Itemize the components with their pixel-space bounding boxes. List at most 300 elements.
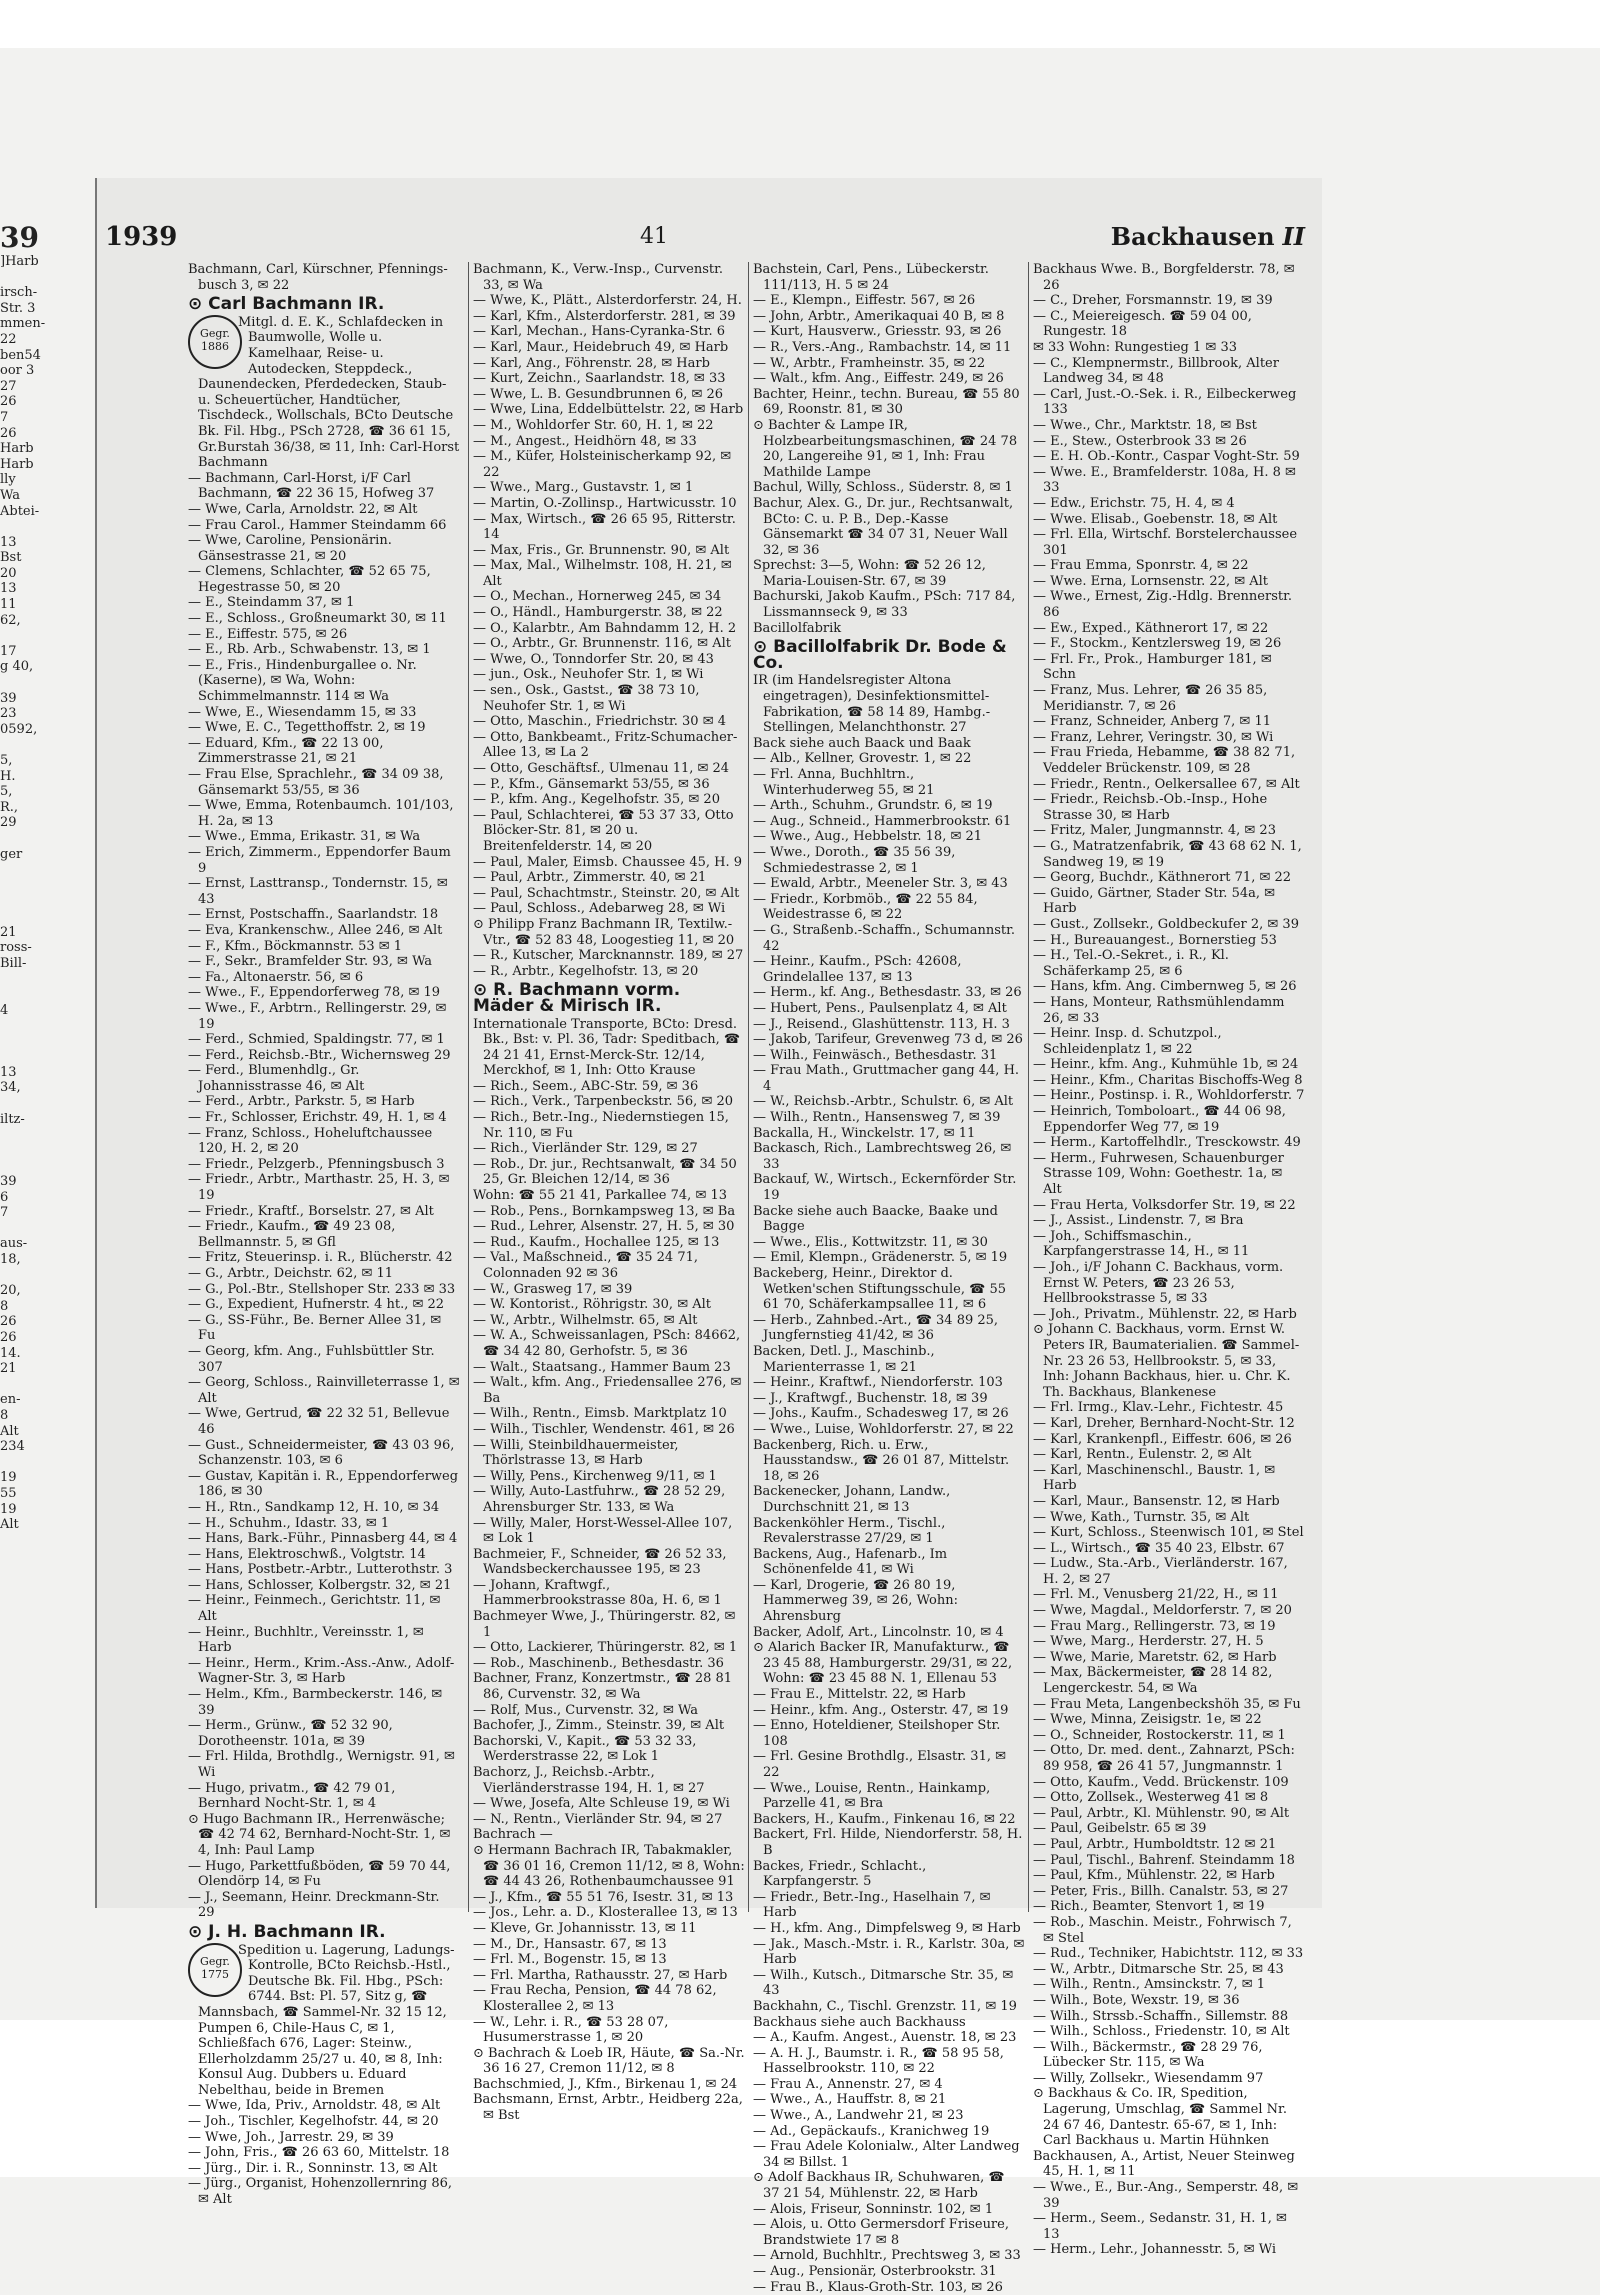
directory-entry: — H., kfm. Ang., Dimpfelsweg 9, ✉ Harb bbox=[753, 1920, 1021, 1936]
directory-entry: — Heinr., Kfm., Charitas Bischoffs-Weg 8 bbox=[1033, 1072, 1303, 1088]
directory-entry: — Rich., Verk., Tarpenbeckstr. 56, ✉ 20 bbox=[473, 1094, 734, 1110]
directory-entry: — Frau Recha, Pension, ☎ 44 78 62, Klosterallee 2, ✉ 13 bbox=[473, 1983, 717, 2014]
previous-page-fragment: 17 bbox=[0, 643, 17, 659]
directory-entry: — Karl, Maur., Bansenstr. 12, ✉ Harb bbox=[1033, 1493, 1280, 1509]
directory-entry: — Heinr., kfm. Ang., Osterstr. 47, ✉ 19 bbox=[753, 1702, 1009, 1718]
previous-page-fragment: Wa bbox=[0, 487, 20, 503]
previous-page-fragment: oor 3 bbox=[0, 363, 35, 379]
previous-page-fragment: 26 bbox=[0, 394, 17, 410]
directory-entry: — W., Reichsb.-Arbtr., Schulstr. 6, ✉ Alt bbox=[753, 1094, 1014, 1110]
directory-entry: — Frau B., Klaus-Groth-Str. 103, ✉ 26 bbox=[753, 2279, 1003, 2295]
directory-entry: — Wwe, K., Plätt., Alsterdorferstr. 24, H. bbox=[473, 293, 742, 309]
directory-entry: — A. H. J., Baumstr. i. R., ☎ 58 95 58, Hasselbrookstr. 110, ✉ 22 bbox=[753, 2045, 1004, 2077]
directory-entry: — W., Arbtr., Wilhelmstr. 65, ✉ Alt bbox=[473, 1312, 698, 1328]
previous-page-fragment bbox=[0, 675, 62, 691]
directory-entry: — Jos., Lehr. a. D., Klosterallee 13, ✉ 13 bbox=[473, 1905, 738, 1921]
directory-entry: — Heinr., Kaufm., PSch: 42608, Grindelallee 137, ✉ 13 bbox=[753, 954, 962, 985]
previous-page-fragment bbox=[0, 1377, 62, 1393]
directory-entry: — Heinr., kfm. Ang., Kuhmühle 1b, ✉ 24 bbox=[1033, 1057, 1299, 1073]
directory-entry: — Paul, Schachtmstr., Steinstr. 20, ✉ Alt bbox=[473, 885, 740, 901]
directory-entry: Bachmeyer Wwe, J., Thüringerstr. 82, ✉ 1 bbox=[473, 1609, 736, 1640]
previous-page-fragment: ]Harb bbox=[0, 254, 39, 269]
directory-entry: — Joh., Tischler, Kegelhofstr. 44, ✉ 20 bbox=[188, 2114, 439, 2130]
column-4 bbox=[1028, 262, 1305, 2258]
previous-page-fragment bbox=[0, 831, 62, 847]
directory-entry: — Paul, Arbtr., Humboldtstr. 12 ✉ 21 bbox=[1033, 1836, 1277, 1852]
directory-entry: — Otto, Lackierer, Thüringerstr. 82, ✉ 1 bbox=[473, 1640, 738, 1656]
directory-entry: — Johann, Kraftwgf., Hammerbrookstrasse 80a, H. 6, ✉ 1 bbox=[473, 1577, 722, 1609]
directory-entry: Backhahn, C., Tischl. Grenzstr. 11, ✉ 19 bbox=[753, 1998, 1017, 2014]
directory-entry: — Karl, Rentn., Eulenstr. 2, ✉ Alt bbox=[1033, 1447, 1252, 1463]
directory-entry: — O., Kalarbtr., Am Bahndamm 12, H. 2 bbox=[473, 620, 737, 636]
directory-entry: — Wwe., Marg., Gustavstr. 1, ✉ 1 bbox=[473, 480, 694, 496]
directory-entry: — Gust., Zollsekr., Goldbeckufer 2, ✉ 39 bbox=[1033, 916, 1299, 932]
previous-page-fragment bbox=[0, 270, 62, 286]
directory-entry: — Wilh., Feinwäsch., Bethesdastr. 31 bbox=[753, 1047, 998, 1063]
directory-entry: Bachschmied, J., Kfm., Birkenau 1, ✉ 24 bbox=[473, 2076, 738, 2092]
directory-entry: — Wwe., Elis., Kottwitzstr. 11, ✉ 30 bbox=[753, 1234, 988, 1250]
previous-page-fragment: 5, bbox=[0, 784, 13, 800]
directory-entry: — Joh., Privatm., Mühlenstr. 22, ✉ Harb bbox=[1033, 1306, 1297, 1322]
directory-entry: — Max, Bäckermeister, ☎ 28 14 82, Lengerckestr. 54, ✉ Wa bbox=[1033, 1665, 1273, 1697]
directory-entry: — Rob., Pens., Bornkampsweg 13, ✉ Ba bbox=[473, 1203, 736, 1219]
directory-entry: — Hans, Monteur, Rathsmühlendamm 26, ✉ 33 bbox=[1033, 994, 1285, 1026]
directory-entry: — C., Klempnermstr., Billbrook, Alter Landweg 34, ✉ 48 bbox=[1033, 355, 1279, 387]
directory-entry: — Frau Adele Kolonialw., Alter Landweg 34 ✉ Billst. 1 bbox=[753, 2139, 1020, 2170]
directory-entry: ⊙ Adolf Backhaus IR, Schuhwaren, ☎ 37 21 54, Mühlenstr. 22, ✉ Harb bbox=[753, 2170, 1005, 2202]
directory-entry: Backert, Frl. Hilde, Niendorferstr. 58, H. B bbox=[753, 1827, 1023, 1858]
directory-entry: — Otto, Kaufm., Vedd. Brückenstr. 109 bbox=[1033, 1774, 1289, 1790]
previous-page-fragment: Bill- bbox=[0, 955, 27, 971]
directory-entry: — Helm., Kfm., Barmbeckerstr. 146, ✉ 39 bbox=[188, 1687, 443, 1718]
directory-entry: — H., Schuhm., Idastr. 33, ✉ 1 bbox=[188, 1515, 390, 1531]
previous-page-fragment: 19 bbox=[0, 1470, 17, 1486]
previous-page-fragment: en- bbox=[0, 1392, 21, 1408]
previous-page-fragment bbox=[0, 1268, 62, 1284]
directory-entry: Back siehe auch Baack und Baak bbox=[753, 735, 971, 751]
page-year: 1939 bbox=[105, 222, 178, 252]
directory-entry: — Joh., Schiffsmaschin., Karpfangerstrasse 14, H., ✉ 11 bbox=[1033, 1228, 1250, 1260]
previous-page-fragment: 18, bbox=[0, 1252, 21, 1267]
directory-entry: — Heinr., Postinsp. i. R., Wohldorferstr. 7 bbox=[1033, 1088, 1305, 1104]
previous-page-fragment: 22 bbox=[0, 331, 17, 347]
directory-entry: Backers, H., Kaufm., Finkenau 16, ✉ 22 bbox=[753, 1811, 1016, 1827]
previous-page-fragment: 234 bbox=[0, 1439, 25, 1455]
directory-entry: — Karl, Drogerie, ☎ 26 80 19, Hammerweg 39, ✉ 26, Wohn: Ahrensburg bbox=[753, 1577, 958, 1625]
directory-entry: — E., Fris., Hindenburgallee o. Nr. (Kaserne), ✉ Wa, Wohn: Schimmelmannstr. 114 ✉ Wa bbox=[188, 657, 417, 705]
directory-entry: Bachmann, Carl, Kürschner, Pfennings-busch 3, ✉ 22 bbox=[188, 262, 448, 293]
directory-entry: — O., Arbtr., Gr. Brunnenstr. 116, ✉ Alt bbox=[473, 636, 731, 652]
directory-entry: Bachsmann, Ernst, Arbtr., Heidberg 22a, ✉ Bst bbox=[473, 2092, 743, 2124]
directory-entry: — A., Kaufm. Angest., Auenstr. 18, ✉ 23 bbox=[753, 2030, 1017, 2046]
previous-page-fragment: Alt bbox=[0, 1423, 19, 1439]
previous-page-fragment bbox=[0, 878, 62, 894]
directory-entry: Backens, Aug., Hafenarb., Im Schönenfelde 41, ✉ Wi bbox=[753, 1546, 948, 1578]
directory-entry: — Willy, Zollsekr., Wiesendamm 97 bbox=[1033, 2070, 1264, 2086]
previous-page-fragment: ger bbox=[0, 846, 23, 862]
directory-entry: Sprechst: 3—5, Wohn: ☎ 52 26 12, Maria-Louisen-Str. 67, ✉ 39 bbox=[753, 558, 986, 589]
directory-entry: Bachner, Franz, Konzertmstr., ☎ 28 81 86, Curvenstr. 32, ✉ Wa bbox=[473, 1671, 733, 1703]
directory-entry: — Georg, kfm. Ang., Fuhlsbüttler Str. 307 bbox=[188, 1343, 435, 1375]
directory-entry: — W., Arbtr., Ditmarsche Str. 25, ✉ 43 bbox=[1033, 1961, 1284, 1977]
directory-entry: — Carl, Just.-O.-Sek. i. R., Eilbeckerweg 133 bbox=[1033, 386, 1297, 418]
directory-entry: — Otto, Dr. med. dent., Zahnarzt, PSch: 89 958, ☎ 26 41 57, Jungmannstr. 1 bbox=[1033, 1743, 1295, 1774]
directory-entry: — Hugo, Parkettfußböden, ☎ 59 70 44, Olendörp 14, ✉ Fu bbox=[188, 1858, 451, 1890]
previous-page-fragment bbox=[0, 1143, 62, 1159]
directory-entry: Backenecker, Johann, Landw., Durchschnitt 21, ✉ 13 bbox=[753, 1484, 951, 1515]
directory-columns bbox=[188, 262, 1305, 2295]
directory-entry: — Franz, Lehrer, Veringstr. 30, ✉ Wi bbox=[1033, 729, 1274, 745]
directory-entry: — F., Kfm., Böckmannstr. 53 ✉ 1 bbox=[188, 938, 403, 954]
directory-entry: Wohn: ☎ 55 21 41, Parkallee 74, ✉ 13 bbox=[473, 1188, 728, 1204]
directory-entry: — M., Angest., Heidhörn 48, ✉ 33 bbox=[473, 433, 697, 449]
directory-entry: ⊙ Backhaus & Co. IR, Spedition, Lagerung, Umschlag, ☎ Sammel Nr. 24 67 46, Dantestr. 65-67, ✉ 1, Inh: Carl Backhaus u. Martin Hühnken bbox=[1033, 2086, 1287, 2149]
directory-entry: — Paul, Maler, Eimsb. Chaussee 45, H. 9 bbox=[473, 854, 743, 870]
directory-entry: — Frau Meta, Langenbeckshöh 35, ✉ Fu bbox=[1033, 1696, 1301, 1712]
directory-entry: — Karl, Maur., Heidebruch 49, ✉ Harb bbox=[473, 339, 729, 355]
firm-seal-logo: Gegr. 1886 bbox=[188, 315, 242, 369]
directory-entry: — L., Wirtsch., ☎ 35 40 23, Elbstr. 67 bbox=[1033, 1540, 1285, 1556]
previous-page-fragment bbox=[0, 628, 62, 644]
previous-page-fragment: 14. bbox=[0, 1345, 21, 1361]
directory-entry: Backhaus siehe auch Backhauss bbox=[753, 2014, 966, 2030]
directory-entry: — H., Rtn., Sandkamp 12, H. 10, ✉ 34 bbox=[188, 1499, 440, 1515]
previous-page-fragment: 39 bbox=[0, 221, 39, 254]
directory-entry: — E., Rb. Arb., Schwabenstr. 13, ✉ 1 bbox=[188, 642, 431, 658]
previous-page-fragment bbox=[0, 1049, 62, 1065]
directory-entry: — Rud., Lehrer, Alsenstr. 27, H. 5, ✉ 30 bbox=[473, 1219, 735, 1235]
directory-entry: — Wwe., Emma, Erikastr. 31, ✉ Wa bbox=[188, 829, 421, 845]
directory-entry: Bachofer, J., Zimm., Steinstr. 39, ✉ Alt bbox=[473, 1718, 725, 1734]
directory-entry: — Friedr., Betr.-Ing., Haselhain 7, ✉ Harb bbox=[753, 1889, 991, 1921]
directory-entry: — Wilh., Tischler, Wendenstr. 461, ✉ 26 bbox=[473, 1421, 735, 1437]
directory-entry: — Wilh., Kutsch., Ditmarsche Str. 35, ✉ 43 bbox=[753, 1967, 1014, 1999]
directory-entry: — Frl. Gesine Brothdlg., Elsastr. 31, ✉ 22 bbox=[753, 1749, 1006, 1780]
previous-page-fragment: 19 bbox=[0, 1501, 17, 1517]
directory-entry: — Herm., Seem., Sedanstr. 31, H. 1, ✉ 13 bbox=[1033, 2211, 1287, 2242]
directory-entry: — Frl. Fr., Prok., Hamburger 181, ✉ Schn bbox=[1033, 651, 1272, 683]
page-header bbox=[105, 222, 1305, 256]
directory-entry: ⊙ Bachrach & Loeb IR, Häute, ☎ Sa.-Nr. 36 16 27, Cremon 11/12, ✉ 8 bbox=[473, 2045, 745, 2077]
directory-entry: — C., Meiereigesch. ☎ 59 04 00, Rungestr. 18 bbox=[1033, 308, 1252, 340]
running-head: Backhausen bbox=[1110, 222, 1275, 251]
directory-entry: — Otto, Bankbeamt., Fritz-Schumacher-Allee 13, ✉ La 2 bbox=[473, 729, 738, 761]
directory-entry: Backen, Detl. J., Maschinb., Marienterrasse 1, ✉ 21 bbox=[753, 1343, 935, 1375]
directory-entry: — Frau Carol., Hammer Steindamm 66 bbox=[188, 517, 447, 533]
directory-entry: — Fritz, Maler, Jungmannstr. 4, ✉ 23 bbox=[1033, 823, 1276, 839]
directory-entry: — E., Schloss., Großneumarkt 30, ✉ 11 bbox=[188, 611, 447, 627]
directory-entry: Backer, Adolf, Art., Lincolnstr. 10, ✉ 4 bbox=[753, 1624, 1004, 1640]
directory-entry: Backes, Friedr., Schlacht., Karpfangerstr. 5 bbox=[753, 1858, 927, 1890]
directory-entry: — Rob., Dr. jur., Rechtsanwalt, ☎ 34 50 25, Gr. Bleichen 12/14, ✉ 36 bbox=[473, 1156, 737, 1188]
directory-entry: — Franz, Schloss., Hoheluftchaussee 120, H. 2, ✉ 20 bbox=[188, 1125, 433, 1157]
previous-page-fragment: R., bbox=[0, 799, 19, 815]
directory-entry: — Wwe, Lina, Eddelbüttelstr. 22, ✉ Harb bbox=[473, 402, 744, 418]
previous-page-fragment bbox=[0, 1127, 62, 1143]
directory-entry: Bachstein, Carl, Pens., Lübeckerstr. 111/113, H. 5 ✉ 24 bbox=[753, 262, 989, 293]
directory-entry: — Karl, Mechan., Hans-Cyranka-Str. 6 bbox=[473, 324, 726, 340]
directory-entry: — Willy, Auto-Lastfuhrw., ☎ 28 52 29, Ahrensburger Str. 133, ✉ Wa bbox=[473, 1484, 726, 1515]
previous-page-fragment bbox=[0, 1096, 62, 1112]
directory-entry: — Paul, Tischl., Bahrenf. Steindamm 18 bbox=[1033, 1852, 1295, 1868]
previous-page-fragment: Bst bbox=[0, 550, 22, 566]
directory-entry: — Wwe, Joh., Jarrestr. 29, ✉ 39 bbox=[188, 2129, 394, 2145]
directory-entry: — Friedr., Korbmöb., ☎ 22 55 84, Weidestrasse 6, ✉ 22 bbox=[753, 891, 978, 923]
directory-entry: — G., Matratzenfabrik, ☎ 43 68 62 N. 1, Sandweg 19, ✉ 19 bbox=[1033, 838, 1302, 870]
directory-entry: — Heinr. Insp. d. Schutzpol., Schleidenplatz 1, ✉ 22 bbox=[1033, 1026, 1222, 1057]
directory-entry: — Frau E., Mittelstr. 22, ✉ Harb bbox=[753, 1687, 966, 1703]
previous-page-fragment: 7 bbox=[0, 1205, 9, 1221]
directory-entry: — Wwe, E. C., Tegetthoffstr. 2, ✉ 19 bbox=[188, 720, 426, 736]
directory-entry: — E., Stew., Osterbrook 33 ✉ 26 bbox=[1033, 433, 1247, 449]
directory-entry: — Frau Else, Sprachlehr., ☎ 34 09 38, Gänsemarkt 53/55, ✉ 36 bbox=[188, 767, 444, 798]
directory-entry: Bachmann, K., Verw.-Insp., Curvenstr. 33, ✉ Wa bbox=[473, 262, 724, 293]
directory-entry: — Fa., Altonaerstr. 56, ✉ 6 bbox=[188, 969, 364, 985]
directory-entry: — J., Assist., Lindenstr. 7, ✉ Bra bbox=[1033, 1213, 1244, 1229]
directory-entry: — P., Kfm., Gänsemarkt 53/55, ✉ 36 bbox=[473, 776, 710, 792]
directory-entry: — Wilh., Rentn., Eimsb. Marktplatz 10 bbox=[473, 1406, 727, 1422]
directory-entry: — Frl. Ella, Wirtschf. Borstelerchaussee 301 bbox=[1033, 527, 1298, 558]
column-2 bbox=[468, 262, 745, 2124]
previous-page-fragment: 21 bbox=[0, 1361, 17, 1377]
directory-entry: — Rob., Maschinenb., Bethesdastr. 36 bbox=[473, 1655, 724, 1671]
directory-entry: — Otto, Zollsek., Westerweg 41 ✉ 8 bbox=[1033, 1790, 1269, 1806]
previous-page-fragment: 0592, bbox=[0, 721, 38, 737]
directory-entry: — C., Dreher, Forsmannstr. 19, ✉ 39 bbox=[1033, 293, 1273, 309]
directory-entry: — Wilh., Bäckermstr., ☎ 28 29 76, Lübecker Str. 115, ✉ Wa bbox=[1033, 2039, 1263, 2071]
directory-entry: — Willy, Pens., Kirchenweg 9/11, ✉ 1 bbox=[473, 1468, 717, 1484]
previous-page-fragment bbox=[0, 1158, 62, 1174]
previous-page-fragment: mmen- bbox=[0, 316, 46, 332]
directory-entry: Bachter, Heinr., techn. Bureau, ☎ 55 80 69, Roonstr. 81, ✉ 30 bbox=[753, 386, 1020, 418]
directory-entry: — Wwe, Caroline, Pensionärin. Gänsestrasse 21, ✉ 20 bbox=[188, 533, 392, 564]
previous-page-fragment: Harb bbox=[0, 441, 34, 457]
directory-entry: Bachul, Willy, Schloss., Süderstr. 8, ✉ 1 bbox=[753, 480, 1013, 496]
directory-entry: Bacillolfabrik bbox=[753, 620, 842, 636]
directory-entry: — Franz, Schneider, Anberg 7, ✉ 11 bbox=[1033, 714, 1271, 730]
firm-heading: ⊙ Carl Bachmann IR. bbox=[188, 294, 385, 315]
directory-entry: — Walt., kfm. Ang., Friedensallee 276, ✉ Ba bbox=[473, 1375, 742, 1406]
directory-entry: — Ernst, Postschaffn., Saarlandstr. 18 bbox=[188, 907, 439, 923]
directory-entry: — Enno, Hoteldiener, Steilshoper Str. 108 bbox=[753, 1718, 1001, 1749]
directory-entry: — Frl. Irmg., Klav.-Lehr., Fichtestr. 45 bbox=[1033, 1400, 1284, 1416]
previous-page-fragment: 39 bbox=[0, 1174, 17, 1190]
directory-entry: — Gust., Schneidermeister, ☎ 43 03 96, Schanzenstr. 103, ✉ 6 bbox=[188, 1437, 455, 1469]
directory-entry: — Frau Frieda, Hebamme, ☎ 38 82 71, Veddeler Brückenstr. 109, ✉ 28 bbox=[1033, 745, 1296, 776]
directory-entry: — Otto, Geschäftsf., Ulmenau 11, ✉ 24 bbox=[473, 761, 730, 776]
previous-page-fragment: 13 bbox=[0, 534, 17, 550]
directory-entry: — Rich., Seem., ABC-Str. 59, ✉ 36 bbox=[473, 1078, 699, 1094]
previous-page-fragment: 26 bbox=[0, 425, 17, 441]
directory-entry: — Joh., i/F Johann C. Backhaus, vorm. Ernst W. Peters, ☎ 23 26 53, Hellbrookstrasse 5, ✉ 33 bbox=[1033, 1260, 1284, 1307]
previous-page-fragment bbox=[0, 987, 62, 1003]
directory-entry: — Rob., Maschin. Meistr., Fohrwisch 7, ✉ Stel bbox=[1033, 1914, 1292, 1946]
previous-page-fragment: 26 bbox=[0, 1329, 17, 1345]
directory-entry: — Karl, Maschinenschl., Baustr. 1, ✉ Harb bbox=[1033, 1462, 1276, 1494]
directory-entry: — Wwe, Kath., Turnstr. 35, ✉ Alt bbox=[1033, 1509, 1250, 1525]
directory-entry: — Wwe, Ida, Priv., Arnoldstr. 48, ✉ Alt bbox=[188, 2098, 441, 2114]
directory-entry: — Frl. M., Bogenstr. 15, ✉ 13 bbox=[473, 1952, 667, 1968]
page-title bbox=[1111, 222, 1305, 251]
previous-page-fragment: 62, bbox=[0, 612, 21, 628]
directory-entry: — Ferd., Reichsb.-Btr., Wichernsweg 29 bbox=[188, 1047, 451, 1063]
directory-entry: — Jürg., Dir. i. R., Sonninstr. 13, ✉ Alt bbox=[188, 2160, 438, 2176]
directory-entry: — Hubert, Pens., Paulsenplatz 4, ✉ Alt bbox=[753, 1000, 1007, 1016]
directory-entry: — Frl. Martha, Rathausstr. 27, ✉ Harb bbox=[473, 1967, 728, 1983]
directory-entry: — Frau Math., Gruttmacher gang 44, H. 4 bbox=[753, 1063, 1020, 1094]
directory-entry: — M., Küfer, Holsteinischerkamp 92, ✉ 22 bbox=[473, 449, 732, 480]
directory-entry: — Frau Herta, Volksdorfer Str. 19, ✉ 22 bbox=[1033, 1197, 1296, 1213]
directory-entry: — Peter, Fris., Billh. Canalstr. 53, ✉ 27 bbox=[1033, 1883, 1289, 1899]
directory-entry: — Friedr., Reichsb.-Ob.-Insp., Hohe Strasse 30, ✉ Harb bbox=[1033, 792, 1268, 823]
directory-entry: — Wwe. E., Bramfelderstr. 108a, H. 8 ✉ 33 bbox=[1033, 464, 1296, 496]
directory-entry: — J., Kraftwgf., Buchenstr. 18, ✉ 39 bbox=[753, 1390, 988, 1406]
directory-entry: — Frl. M., Venusberg 21/22, H., ✉ 11 bbox=[1033, 1587, 1279, 1603]
directory-entry: — Wwe., F., Arbtrn., Rellingerstr. 29, ✉ 19 bbox=[188, 1000, 447, 1032]
directory-entry: Bachorski, V., Kapit., ☎ 53 32 33, Werderstrasse 22, ✉ Lok 1 bbox=[473, 1733, 697, 1765]
directory-entry: Backe siehe auch Baacke, Baake und Bagge bbox=[753, 1203, 998, 1235]
firm-heading: ⊙ J. H. Bachmann IR. bbox=[188, 1921, 386, 1942]
directory-entry: Mitgl. d. E. K., Schlafdecken in Baumwolle, Wolle u. Kamelhaar, Reise- u. Autodecken, Steppdeck., Daunendecken, Pferdedecken, Staub- u. Scheuertücher, Handtücher, Tischdeck., Wollschals, BCto Deutsche Bk. Fil. Hbg., PSch 2728, ☎ 36 61 15, Gr.Burstah 36/38, ✉ 11, Inh: Carl-Horst Bachmann bbox=[198, 314, 460, 471]
directory-entry: — Wwe., A., Hauffstr. 8, ✉ 21 bbox=[753, 2092, 947, 2108]
directory-entry: — Wilh., Strssb.-Schaffn., Sillemstr. 88 bbox=[1033, 2008, 1289, 2024]
directory-entry: — Friedr., Arbtr., Marthastr. 25, H. 3, ✉ 19 bbox=[188, 1172, 450, 1204]
directory-entry: Backauf, W., Wirtsch., Eckernförder Str. 19 bbox=[753, 1172, 1017, 1204]
directory-entry: — G., Expedient, Hufnerstr. 4 ht., ✉ 22 bbox=[188, 1297, 445, 1313]
directory-entry: — Emil, Klempn., Grädenerstr. 5, ✉ 19 bbox=[753, 1250, 1008, 1266]
directory-entry: — Wwe, Marg., Herderstr. 27, H. 5 bbox=[1033, 1634, 1264, 1650]
directory-entry: — Herm., Fuhrwesen, Schauenburger Strasse 109, Wohn: Goethestr. 1a, ✉ Alt bbox=[1033, 1150, 1284, 1198]
directory-entry: — Georg, Schloss., Rainvilleterrasse 1, ✉ Alt bbox=[188, 1375, 460, 1406]
directory-entry: Backhausen, A., Artist, Neuer Steinweg 45, H. 1, ✉ 11 bbox=[1033, 2148, 1295, 2180]
directory-entry: — Eva, Krankenschw., Allee 246, ✉ Alt bbox=[188, 922, 443, 938]
directory-entry: — H., Bureauangest., Bornerstieg 53 bbox=[1033, 932, 1277, 948]
directory-entry: ✉ 33 Wohn: Rungestieg 1 ✉ 33 bbox=[1033, 339, 1237, 355]
directory-entry: — jun., Osk., Neuhofer Str. 1, ✉ Wi bbox=[473, 667, 704, 683]
directory-entry: — Herm., Kartoffelhdlr., Tresckowstr. 49 bbox=[1033, 1135, 1301, 1151]
directory-entry: — Rich., Vierländer Str. 129, ✉ 27 bbox=[473, 1141, 698, 1157]
directory-entry: — Wilh., Schloss., Friedenstr. 10, ✉ Alt bbox=[1033, 2024, 1290, 2040]
directory-entry: — Willi, Steinbildhauermeister, Thörlstrasse 13, ✉ Harb bbox=[473, 1437, 679, 1469]
directory-entry: — F., Stockm., Kentzlersweg 19, ✉ 26 bbox=[1033, 636, 1282, 652]
directory-entry: — Aug., Pensionär, Osterbrookstr. 31 bbox=[753, 2264, 997, 2279]
directory-entry: — Frl. Anna, Buchhltrn., Winterhuderweg 55, ✉ 21 bbox=[753, 767, 935, 798]
scan-top-margin bbox=[0, 0, 1600, 48]
previous-page-fragment: 4 bbox=[0, 1002, 9, 1018]
directory-entry: — Kurt, Zeichn., Saarlandstr. 18, ✉ 33 bbox=[473, 371, 726, 387]
directory-entry: Bachorz, J., Reichsb.-Arbtr., Vierländerstrasse 194, H. 1, ✉ 27 bbox=[473, 1765, 705, 1796]
previous-page-fragment: 29 bbox=[0, 815, 17, 831]
directory-entry: — Gustav, Kapitän i. R., Eppendorferweg 186, ✉ 30 bbox=[188, 1468, 459, 1500]
previous-page-fragment: 26 bbox=[0, 1314, 17, 1330]
directory-entry: — R., Arbtr., Kegelhofstr. 13, ✉ 20 bbox=[473, 963, 699, 979]
previous-page-fragment: 55 bbox=[0, 1485, 17, 1501]
firm-heading: ⊙ Bacillolfabrik Dr. Bode & Co. bbox=[753, 637, 1007, 673]
directory-entry: — Frau Emma, Sponrstr. 4, ✉ 22 bbox=[1033, 558, 1249, 574]
previous-page-fragment: 13 bbox=[0, 581, 17, 597]
directory-entry: — Walt., Staatsang., Hammer Baum 23 bbox=[473, 1359, 731, 1375]
directory-entry: — Wwe, Magdal., Meldorferstr. 7, ✉ 20 bbox=[1033, 1603, 1292, 1619]
directory-entry: — Friedr., Kraftf., Borselstr. 27, ✉ Alt bbox=[188, 1203, 434, 1219]
directory-entry: Backalla, H., Winckelstr. 17, ✉ 11 bbox=[753, 1125, 976, 1141]
directory-entry: ⊙ Alarich Backer IR, Manufakturw., ☎ 23 45 88, Hamburgerstr. 29/31, ✉ 22, Wohn: ☎ 23 45 88 N. 1, Ellenau 53 bbox=[753, 1640, 1013, 1687]
directory-entry: Backhaus Wwe. B., Borgfelderstr. 78, ✉ 26 bbox=[1033, 262, 1295, 293]
directory-entry: — Paul, Arbtr., Kl. Mühlenstr. 90, ✉ Alt bbox=[1033, 1805, 1290, 1821]
directory-entry: — G., Straßenb.-Schaffn., Schumannstr. 42 bbox=[753, 922, 1016, 954]
directory-entry: — J., Reisend., Glashüttenstr. 113, H. 3 bbox=[753, 1016, 1010, 1032]
directory-entry: — Aug., Schneid., Hammerbrookstr. 61 bbox=[753, 813, 1012, 829]
directory-entry: — Alb., Kellner, Grovestr. 1, ✉ 22 bbox=[753, 751, 972, 767]
directory-entry: — W. A., Schweissanlagen, PSch: 84662, ☎ 34 42 80, Gerhofstr. 5, ✉ 36 bbox=[473, 1328, 741, 1359]
directory-entry: — Val., Maßschneid., ☎ 35 24 71, Colonnaden 92 ✉ 36 bbox=[473, 1250, 698, 1281]
directory-entry: — Jakob, Tarifeur, Grevenweg 73 d, ✉ 26 bbox=[753, 1032, 1023, 1048]
directory-entry: — Rich., Beamter, Stenvort 1, ✉ 19 bbox=[1033, 1899, 1265, 1915]
directory-entry: — Wilh., Rentn., Hansensweg 7, ✉ 39 bbox=[753, 1110, 1001, 1126]
previous-page-fragment: aus- bbox=[0, 1236, 28, 1252]
directory-entry: — Edw., Erichstr. 75, H. 4, ✉ 4 bbox=[1033, 495, 1235, 511]
directory-entry: Backeberg, Heinr., Direktor d. Wetken'schen Stiftungsschule, ☎ 55 61 70, Schäferkampsallee 11, ✉ 6 bbox=[753, 1266, 1007, 1313]
directory-entry: — Arth., Schuhm., Grundstr. 6, ✉ 19 bbox=[753, 798, 993, 814]
directory-entry: — Wwe., Ernest, Zig.-Hdlg. Brennerstr. 86 bbox=[1033, 589, 1293, 621]
previous-page-fragment: 21 bbox=[0, 924, 17, 940]
directory-entry: — Ad., Gepäckaufs., Kranichweg 19 bbox=[753, 2123, 990, 2139]
previous-page-fragment: 7 bbox=[0, 409, 9, 425]
directory-entry: — Herm., kf. Ang., Bethesdastr. 33, ✉ 26 bbox=[753, 985, 1022, 1001]
directory-entry: — Ernst, Lasttransp., Tondernstr. 15, ✉ 43 bbox=[188, 876, 448, 907]
directory-entry: ⊙ Hermann Bachrach IR, Tabakmakler, ☎ 36 01 16, Cremon 11/12, ✉ 8, Wohn: ☎ 44 43 26, Rothenbaumchaussee 91 bbox=[473, 1842, 745, 1890]
directory-entry: — Hans, Schlosser, Kolbergstr. 32, ✉ 21 bbox=[188, 1577, 452, 1593]
previous-page-fragment: 5, bbox=[0, 753, 13, 768]
previous-page-fragment bbox=[0, 862, 62, 878]
directory-entry: — Wwe, Minna, Zeisigstr. 1e, ✉ 22 bbox=[1033, 1712, 1262, 1728]
directory-entry: — Karl, Krankenpfl., Eiffestr. 606, ✉ 26 bbox=[1033, 1431, 1292, 1447]
previous-page-fragment: 11 bbox=[0, 597, 17, 613]
directory-entry: — R., Vers.-Ang., Rambachstr. 14, ✉ 11 bbox=[753, 339, 1012, 355]
directory-entry: Spedition u. Lagerung, Ladungs-Kontrolle, BCto Reichsb.-Hstl., Deutsche Bk. Fil. Hbg., PSch: 6744. Bst: Pl. 57, Sitz g, ☎ Mannsbach, ☎ Sammel-Nr. 32 15 12, Pumpen 6, Chile-Haus C, ✉ 1, Schließfach 676, Lager: Steinw., Ellerholzdamm 25/27 u. 40, ✉ 8, Inh: Konsul Aug. Dubbers u. Eduard Nebelthau, beide in Bremen bbox=[198, 1942, 455, 2098]
directory-entry: — Guido, Gärtner, Stader Str. 54a, ✉ Harb bbox=[1033, 885, 1276, 917]
previous-page-fragment: Abtei- bbox=[0, 503, 40, 519]
directory-entry: — Rich., Betr.-Ing., Niedernstiegen 15, Nr. 110, ✉ Fu bbox=[473, 1110, 729, 1141]
directory-entry: — Wwe. Elisab., Goebenstr. 18, ✉ Alt bbox=[1033, 511, 1278, 527]
directory-entry: — M., Dr., Hansastr. 67, ✉ 13 bbox=[473, 1936, 667, 1952]
directory-entry: — Ewald, Arbtr., Meeneler Str. 3, ✉ 43 bbox=[753, 876, 1008, 892]
directory-entry: ⊙ Philipp Franz Bachmann IR, Textilw.-Vtr., ☎ 52 83 48, Loogestieg 11, ✉ 20 bbox=[473, 916, 735, 948]
previous-page-fragment bbox=[0, 737, 62, 753]
directory-entry: — Hans, Bark.-Führ., Pinnasberg 44, ✉ 4 bbox=[188, 1531, 458, 1547]
previous-page-fragment: Str. 3 bbox=[0, 300, 36, 316]
previous-page-fragment: iltz- bbox=[0, 1111, 25, 1127]
previous-page-fragment: ross- bbox=[0, 940, 32, 956]
directory-entry: — Wwe, Emma, Rotenbaumch. 101/103, H. 2a, ✉ 13 bbox=[188, 798, 454, 829]
directory-entry: — Rolf, Mus., Curvenstr. 32, ✉ Wa bbox=[473, 1702, 698, 1718]
directory-entry: — N., Rentn., Vierländer Str. 94, ✉ 27 bbox=[473, 1811, 723, 1827]
directory-entry: — Rud., Kaufm., Hochallee 125, ✉ 13 bbox=[473, 1234, 720, 1250]
directory-entry: — O., Mechan., Hornerweg 245, ✉ 34 bbox=[473, 589, 722, 605]
directory-entry: — Wwe, Carla, Arnoldstr. 22, ✉ Alt bbox=[188, 501, 418, 517]
directory-entry: — Heinr., Herm., Krim.-Ass.-Anw., Adolf-Wagner-Str. 3, ✉ Harb bbox=[188, 1655, 455, 1687]
directory-entry: — Franz, Mus. Lehrer, ☎ 26 35 85, Meridianstr. 7, ✉ 26 bbox=[1033, 683, 1268, 714]
directory-entry: — Wwe., Doroth., ☎ 35 56 39, Schmiedestrasse 2, ✉ 1 bbox=[753, 844, 956, 876]
directory-entry: — Herb., Zahnbed.-Art., ☎ 34 89 25, Jungfernstieg 41/42, ✉ 36 bbox=[753, 1312, 999, 1344]
directory-entry: — Ferd., Arbtr., Parkstr. 5, ✉ Harb bbox=[188, 1094, 415, 1110]
directory-entry: — Fritz, Steuerinsp. i. R., Blücherstr. 42 bbox=[188, 1250, 453, 1266]
previous-page-edge bbox=[0, 222, 62, 1922]
directory-entry: — E., Klempn., Eiffestr. 567, ✉ 26 bbox=[753, 293, 976, 309]
directory-entry: — Alois, Friseur, Sonninstr. 102, ✉ 1 bbox=[753, 2201, 994, 2217]
previous-page-fragment: 6 bbox=[0, 1189, 9, 1205]
previous-page-fragment: 34, bbox=[0, 1080, 21, 1096]
directory-entry: — Wilh., Bote, Wexstr. 19, ✉ 36 bbox=[1033, 1992, 1240, 2008]
